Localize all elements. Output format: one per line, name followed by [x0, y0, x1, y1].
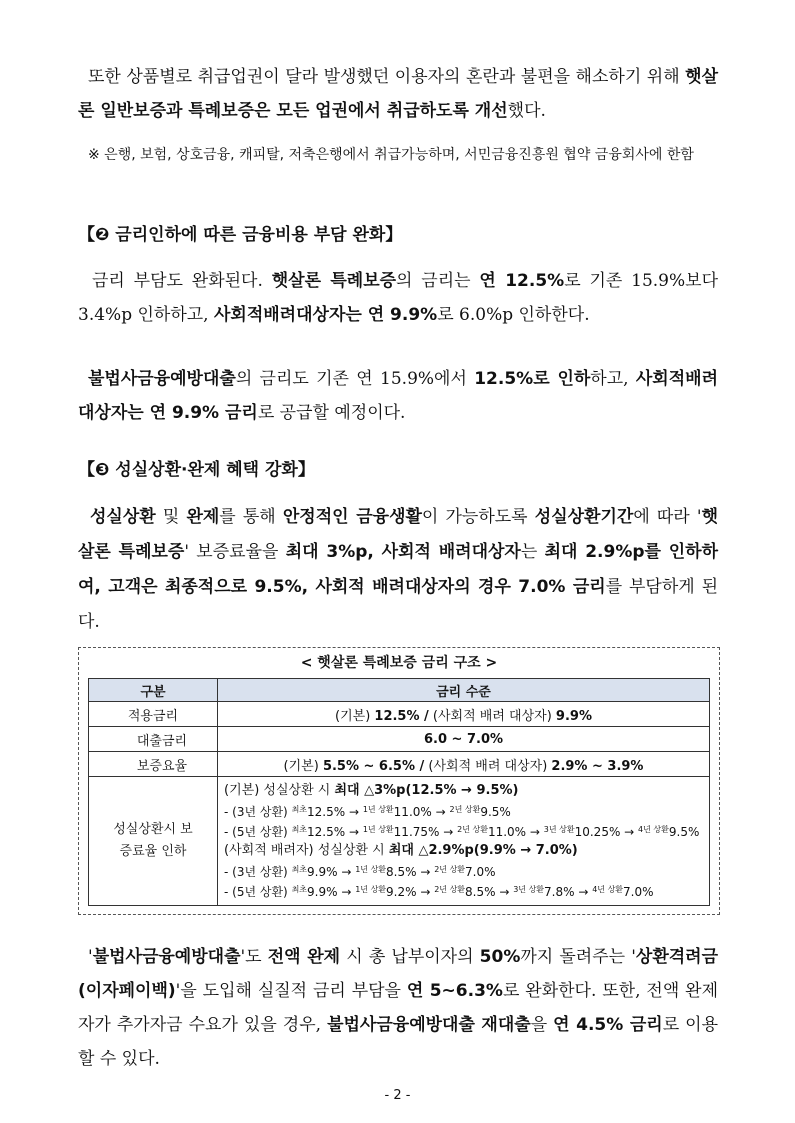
rate-structure-box	[78, 647, 720, 915]
row-value-applied-rate: (기본) 12.5% / (사회적 배려 대상자) 9.9%	[218, 702, 710, 727]
reduction-line: - (3년 상환) $^{최초}$9.9% → $^{1년 상환}$8.5% → $^{2년 상환}$7.0%	[224, 865, 496, 879]
reduction-line: - (5년 상환) $^{최초}$12.5% → $^{1년 상환}$11.75% → $^{2년 상환}$11.0% → $^{3년 상환}$10.25% → $^{4년 상환}$9.5%	[224, 825, 700, 839]
section2-paragraph-1: 금리 부담도 완화된다. 햇살론 특례보증의 금리는 연 12.5%로 기존 15.9%보다 3.4%p 인하하고, 사회적배려대상자는 연 9.9%로 6.0%p 인하한다.	[78, 271, 718, 325]
table-row	[89, 752, 710, 777]
section2-heading: 【❷ 금리인하에 따른 금융비용 부담 완화】	[78, 225, 403, 245]
table-title: < 햇살론 특례보증 금리 구조 >	[300, 655, 498, 671]
intro-note: ※ 은행, 보험, 상호금융, 캐피탈, 저축은행에서 취급가능하며, 서민금융진흥원 협약 금융회사에 한함	[88, 147, 694, 163]
table-row	[89, 702, 710, 727]
intro-paragraph: 또한 상품별로 취급업권이 달라 발생했던 이용자의 혼란과 불편을 해소하기 위해 햇살론 일반보증과 특례보증은 모든 업권에서 취급하도록 개선했다.	[78, 67, 718, 121]
table-row	[89, 727, 710, 752]
header-category: 구분	[89, 679, 218, 702]
intro-emphasis: 햇살론 일반보증과 특례보증은 모든 업권에서 취급하도록 개선	[78, 67, 718, 121]
row-label-loan-rate: 대출금리	[89, 727, 218, 752]
row-label-fee-reduction: 성실상환시 보증료율 인하	[89, 777, 218, 906]
section3-paragraph: 성실상환 및 완제를 통해 안정적인 금융생활이 가능하도록 성실상환기간에 따라 '햇살론 특례보증' 보증료율을 최대 3%p, 사회적 배려대상자는 최대 2.9%p를 인하하여, 고객은 최종적으로 9.5%, 사회적 배려대상자의 경우 7.0% 금리를 부담하게 된다.	[78, 507, 719, 632]
rate-structure-table	[88, 678, 710, 906]
reduction-line: - (5년 상환) $^{최초}$9.9% → $^{1년 상환}$9.2% → $^{2년 상환}$8.5% → $^{3년 상환}$7.8% → $^{4년 상환}$7.0%	[224, 885, 654, 899]
header-rate-level: 금리 수준	[218, 679, 710, 702]
row-value-guarantee-fee: (기본) 5.5% ~ 6.5% / (사회적 배려 대상자) 2.9% ~ 3.9%	[218, 752, 710, 777]
row-value-loan-rate: 6.0 ~ 7.0%	[218, 727, 710, 752]
page-number: - 2 -	[384, 1088, 411, 1103]
section2-paragraph-2: 불법사금융예방대출의 금리도 기존 연 15.9%에서 12.5%로 인하하고, 사회적배려대상자는 연 9.9% 금리로 공급할 예정이다.	[78, 369, 718, 423]
reduction-line: - (3년 상환) $^{최초}$12.5% → $^{1년 상환}$11.0% → $^{2년 상환}$9.5%	[224, 805, 511, 819]
row-label-guarantee-fee: 보증요율	[89, 752, 218, 777]
row-value-fee-reduction: (기본) 성실상환 시 최대 △3%p(12.5% → 9.5%) - (3년 상환) $^{최초}$12.5% → $^{1년 상환}$11.0% → $^{2년 상환}$9.5% - (5년 상환) $^{최초}$12.5% → $^{1년 상환}$11.75% → $^{2년 상환}$11.0% → $^{3년 상환}$10.25% → $^{4년 상환}$9.5% (사회적 배려자) 성실상환 시 최대 △2.9%p(9.9% → 7.0%) - (3년 상환) $^{최초}$9.9% → $^{1년 상환}$8.5% → $^{2년 상환}$7.0% - (5년 상환) $^{최초}$9.9% → $^{1년 상환}$9.2% → $^{2년 상환}$8.5% → $^{3년 상환}$7.8% → $^{4년 상환}$7.0%	[218, 777, 710, 906]
section3-heading: 【❸ 성실상환·완제 혜택 강화】	[78, 460, 315, 480]
table-row	[89, 777, 710, 906]
closing-paragraph: '불법사금융예방대출'도 전액 완제 시 총 납부이자의 50%까지 돌려주는 '상환격려금(이자페이백)'을 도입해 실질적 금리 부담을 연 5~6.3%로 완화한다. 또한, 전액 완제자가 추가자금 수요가 있을 경우, 불법사금융예방대출 재대출을 연 4.5% 금리로 이용할 수 있다.	[78, 947, 719, 1069]
table-header-row	[89, 679, 710, 702]
row-label-applied-rate: 적용금리	[89, 702, 218, 727]
